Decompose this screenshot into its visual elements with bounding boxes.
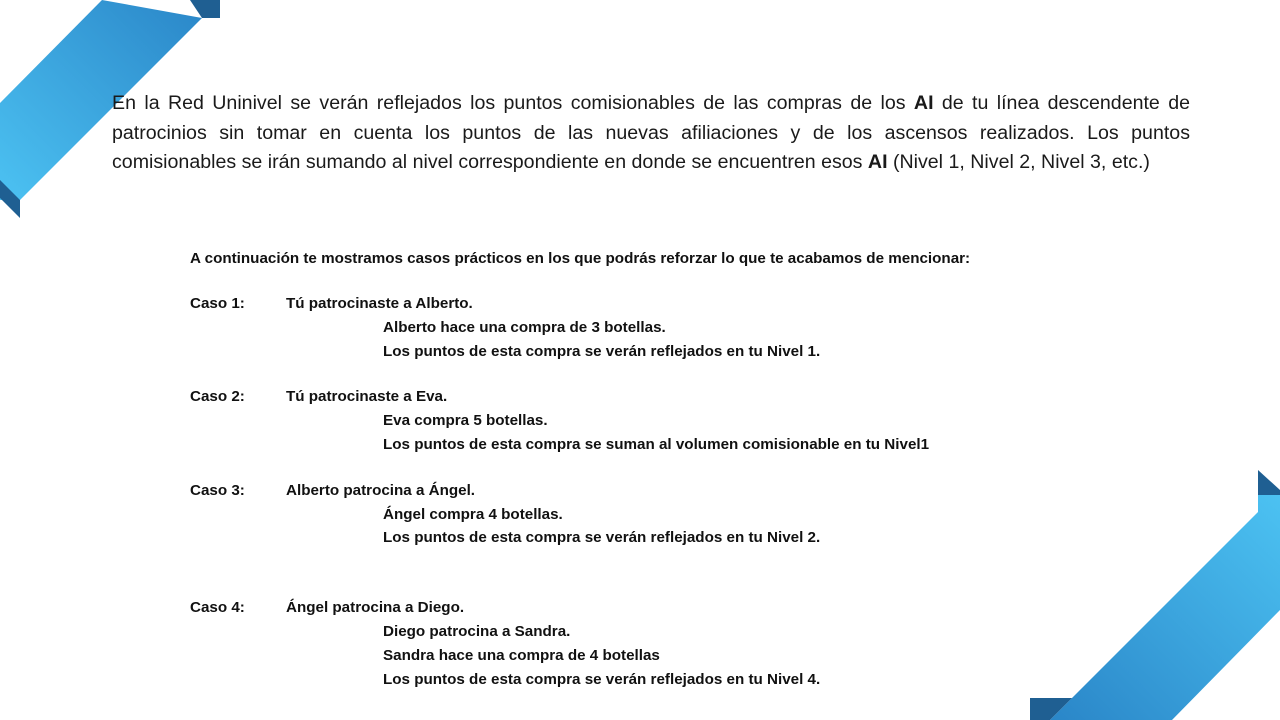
intro-bold-term: AI — [913, 92, 934, 114]
cases-lead: A continuación te mostramos casos prácticos en los que podrás reforzar lo que te acabamos de mencionar: — [190, 250, 971, 267]
case-line: Los puntos de esta compra se verán reflejados en tu Nivel 4. — [383, 670, 821, 688]
case-first-line: Tú patrocinaste a Alberto. — [286, 295, 473, 312]
case-1 — [190, 292, 1190, 363]
case-line: Sandra hace una compra de 4 botellas — [383, 646, 660, 664]
intro-bold-term: AI — [867, 151, 888, 173]
case-line: Diego patrocina a Sandra. — [383, 622, 571, 640]
intro-text: (Nivel 1, Nivel 2, Nivel 3, etc.) — [887, 151, 1150, 173]
intro-text: En la Red Uninivel se verán reflejados los puntos comisionables de las compras de los — [112, 92, 914, 114]
case-line: Eva compra 5 botellas. — [383, 412, 548, 430]
case-label: Caso 3: — [190, 481, 245, 499]
intro-text: de tu línea descendente de patrocinios sin tomar en cuenta los puntos de las nuevas afiliaciones y de los ascensos realizados. Los puntos comisionables se irán sumando al nivel correspondiente en donde se encuentren esos — [112, 92, 1190, 173]
case-first-line: Alberto patrocina a Ángel. — [286, 481, 476, 499]
ribbon-top-left-fold — [190, 0, 220, 18]
case-line: Los puntos de esta compra se suman al volumen comisionable en tu Nivel1 — [383, 435, 930, 453]
case-label: Caso 1: — [190, 295, 245, 312]
case-label: Caso 2: — [190, 388, 245, 406]
case-first-line: Tú patrocinaste a Eva. — [286, 388, 448, 406]
case-line: Los puntos de esta compra se verán reflejados en tu Nivel 2. — [383, 529, 821, 547]
case-line: Los puntos de esta compra se verán reflejados en tu Nivel 1. — [383, 342, 821, 360]
case-3 — [190, 479, 1190, 550]
cases-section — [190, 247, 1190, 691]
case-2 — [190, 385, 1190, 456]
intro-paragraph — [112, 89, 1190, 178]
case-label: Caso 4: — [190, 599, 245, 617]
case-line: Alberto hace una compra de 3 botellas. — [383, 318, 666, 336]
case-4 — [190, 596, 1190, 691]
case-first-line: Ángel patrocina a Diego. — [286, 599, 465, 617]
case-line: Ángel compra 4 botellas. — [383, 505, 563, 523]
